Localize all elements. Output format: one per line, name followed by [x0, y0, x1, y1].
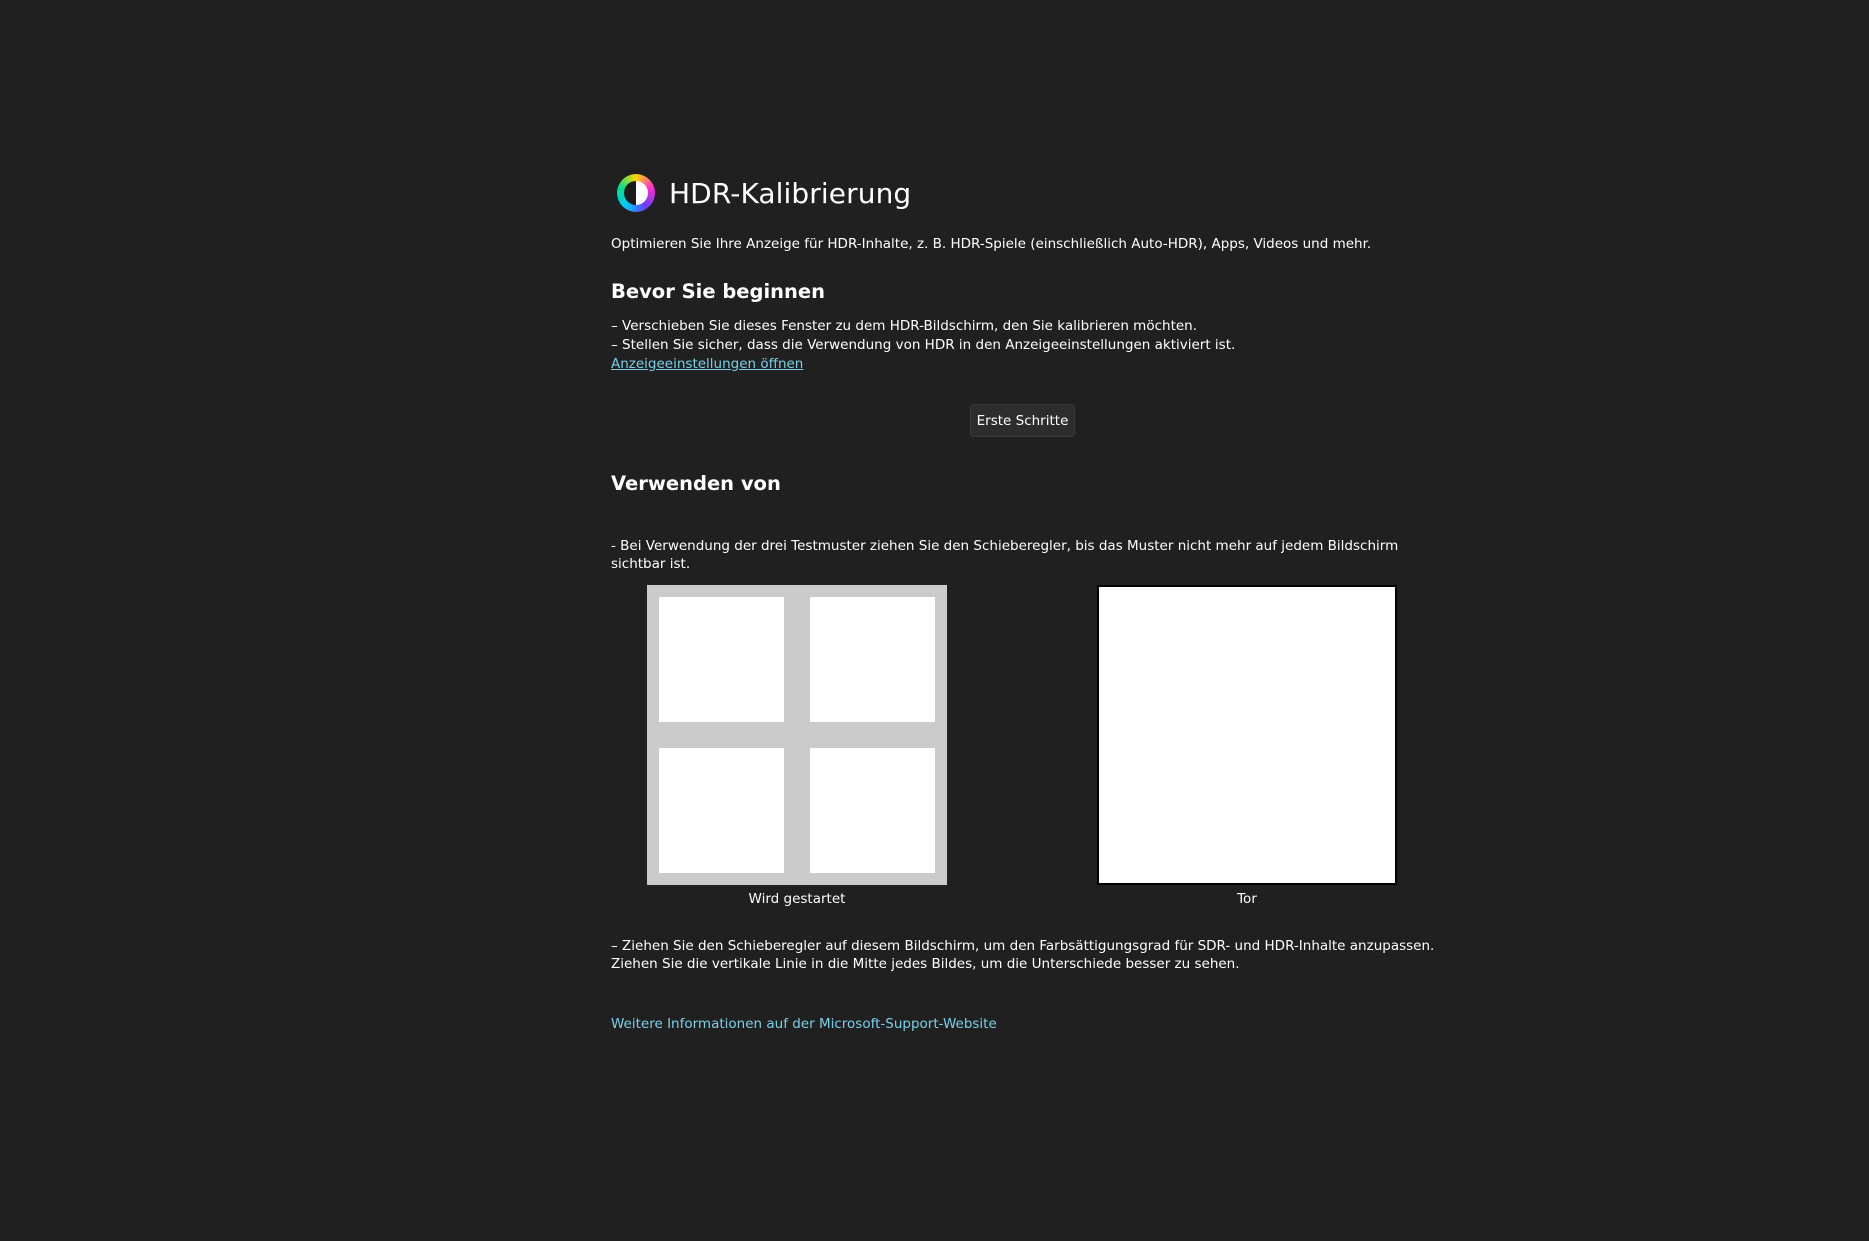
- hdr-calibration-icon: [617, 174, 655, 212]
- usage-instruction: - Bei Verwendung der drei Testmuster ziehen Sie den Schieberegler, bis das Muster nicht mehr auf jedem Bildschirm sichtbar ist.: [611, 538, 1399, 572]
- before-item-move-window: – Verschieben Sie dieses Fenster zu dem HDR-Bildschirm, den Sie kalibrieren möchten.: [611, 318, 1198, 334]
- get-started-button[interactable]: Erste Schritte: [970, 404, 1075, 437]
- test-pattern-target-caption: Tor: [1237, 891, 1257, 907]
- open-display-settings-link[interactable]: Anzeigeeinstellungen öffnen: [611, 356, 804, 372]
- pattern-quadrant: [810, 748, 935, 873]
- usage-heading: Verwenden von: [611, 472, 781, 495]
- test-patterns: [611, 585, 1441, 915]
- app-header: [617, 170, 1441, 216]
- saturation-footnote: – Ziehen Sie den Schieberegler auf diesem Bildschirm, um den Farbsättigungsgrad für SDR- und HDR-Inhalte anzupassen. Ziehen Sie die vertikale Linie in die Mitte jedes Bildes, um die Unterschiede besser zu sehen.: [611, 938, 1435, 972]
- before-item-enable-hdr: – Stellen Sie sicher, dass die Verwendung von HDR in den Anzeigeeinstellungen aktiviert ist.: [611, 337, 1236, 353]
- page-title: HDR-Kalibrierung: [669, 176, 912, 210]
- before-heading: Bevor Sie beginnen: [611, 280, 826, 303]
- before-list: [611, 317, 1441, 374]
- start-button-row: [611, 404, 1441, 438]
- pattern-quadrant: [659, 597, 784, 722]
- pattern-quadrant: [810, 597, 935, 722]
- test-pattern-start-image: [647, 585, 947, 885]
- pattern-quadrant: [659, 748, 784, 873]
- main-content: [611, 170, 1441, 1032]
- microsoft-support-link[interactable]: Weitere Informationen auf der Microsoft-Support-Website: [611, 1016, 997, 1032]
- page-subtitle: Optimieren Sie Ihre Anzeige für HDR-Inhalte, z. B. HDR-Spiele (einschließlich Auto-HDR), Apps, Videos und mehr.: [611, 236, 1372, 252]
- test-pattern-target-image: [1097, 585, 1397, 885]
- test-pattern-start-caption: Wird gestartet: [748, 891, 846, 907]
